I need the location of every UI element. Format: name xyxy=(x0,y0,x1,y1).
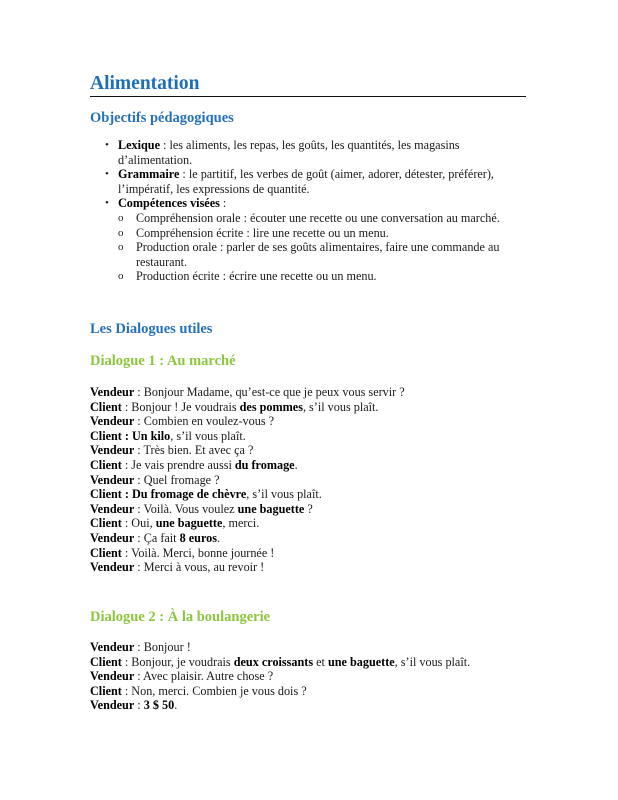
line-text: ? xyxy=(304,501,313,516)
dialogue-2-body xyxy=(90,640,530,713)
line-text: , merci. xyxy=(222,516,260,531)
speaker-label: Client xyxy=(90,399,122,414)
speaker-label: Vendeur xyxy=(90,698,135,713)
dialogue-line xyxy=(90,414,530,429)
line-text: : Ça fait xyxy=(134,530,180,545)
sub-bullet-icon: o xyxy=(118,270,124,283)
objective-item-competences xyxy=(90,196,526,284)
emphasized-text: une baguette xyxy=(237,501,305,516)
emphasized-text: Un kilo xyxy=(131,428,171,443)
bullet-icon: • xyxy=(105,168,109,181)
competence-item xyxy=(90,240,526,269)
speaker-label: Client xyxy=(90,654,122,669)
dialogue-line xyxy=(90,400,530,415)
competence-item xyxy=(90,226,526,241)
emphasized-text: : xyxy=(121,428,132,443)
dialogue-line xyxy=(90,473,530,488)
speaker-label: Vendeur xyxy=(90,669,135,684)
speaker-label: Vendeur xyxy=(90,414,135,429)
speaker-label: Vendeur xyxy=(90,530,135,545)
speaker-label: Vendeur xyxy=(90,472,135,487)
competence-item xyxy=(90,211,526,226)
speaker-label: Client xyxy=(90,428,122,443)
speaker-label: Vendeur xyxy=(90,385,135,399)
objective-label: Lexique xyxy=(118,138,160,152)
line-text: : Bonjour, je voudrais xyxy=(121,654,234,669)
sub-bullet-icon: o xyxy=(118,241,124,254)
dialogue-line xyxy=(90,531,530,546)
competence-text: Production écrite : écrire une recette ou un menu. xyxy=(136,269,377,284)
speaker-label: Client xyxy=(90,457,122,472)
speaker-label: Client xyxy=(90,683,122,698)
line-text: , s’il vous plaît. xyxy=(394,654,471,669)
emphasized-text: 8 euros xyxy=(179,530,217,545)
objective-item-lexique xyxy=(90,138,526,167)
line-text: : Voilà. Merci, bonne journée ! xyxy=(121,545,275,560)
emphasized-text: Du fromage de chèvre xyxy=(131,487,247,502)
line-text: : Très bien. Et avec ça ? xyxy=(134,443,254,458)
line-text: : Bonjour ! Je voudrais xyxy=(121,399,240,414)
speaker-label: Client xyxy=(90,545,122,560)
document-title: Alimentation xyxy=(90,73,526,97)
dialogues-heading: Les Dialogues utiles xyxy=(90,321,213,337)
line-text: : Oui, xyxy=(121,516,156,531)
line-text: , s’il vous plaît. xyxy=(302,399,379,414)
line-text: : Merci à vous, au revoir ! xyxy=(134,560,265,575)
speaker-label: Vendeur xyxy=(90,560,135,575)
speaker-label: Vendeur xyxy=(90,501,135,516)
objective-text: : le partitif, les verbes de goût (aimer, adorer, détester, préférer), l’impératif, les expressions de quantité. xyxy=(118,167,494,196)
dialogue-line xyxy=(90,698,530,713)
dialogue-line xyxy=(90,546,530,561)
speaker-label: Client xyxy=(90,516,122,531)
objective-text: : les aliments, les repas, les goûts, les quantités, les magasins d’alimentation. xyxy=(118,138,460,167)
line-text: . xyxy=(216,530,221,545)
line-text: : Bonjour Madame, qu’est-ce que je peux vous servir ? xyxy=(134,385,405,399)
objective-label: Grammaire xyxy=(118,167,180,182)
competences-sublist xyxy=(90,211,526,284)
dialogue-line xyxy=(90,443,530,458)
competence-text: Compréhension orale : écouter une recette ou une conversation au marché. xyxy=(136,210,500,225)
competence-item xyxy=(90,269,526,284)
emphasized-text: une baguette xyxy=(155,516,223,531)
sub-bullet-icon: o xyxy=(118,226,124,239)
dialogue-2-title: Dialogue 2 : À la boulangerie xyxy=(90,609,271,625)
speaker-label: Vendeur xyxy=(90,640,135,654)
bullet-icon: • xyxy=(105,197,109,210)
competence-text: Production orale : parler de ses goûts alimentaires, faire une commande au restaurant. xyxy=(136,240,500,269)
bullet-icon: • xyxy=(105,139,109,151)
dialogue-line xyxy=(90,560,530,575)
speaker-label: Vendeur xyxy=(90,443,135,458)
dialogue-line xyxy=(90,487,530,502)
dialogue-line xyxy=(90,684,530,699)
dialogue-line xyxy=(90,516,530,531)
dialogue-1-title: Dialogue 1 : Au marché xyxy=(90,353,236,369)
dialogue-line xyxy=(90,458,530,473)
line-text: : Quel fromage ? xyxy=(134,472,220,487)
line-text: : Avec plaisir. Autre chose ? xyxy=(134,669,274,684)
competence-text: Compréhension écrite : lire une recette ou un menu. xyxy=(136,225,389,240)
line-text: : Combien en voulez-vous ? xyxy=(134,414,275,429)
emphasized-text: deux croissants xyxy=(233,654,314,669)
objective-label: Compétences visées xyxy=(118,196,220,211)
emphasized-text: du fromage xyxy=(234,457,295,472)
dialogue-line xyxy=(90,429,530,444)
dialogue-line xyxy=(90,655,530,670)
line-text: : Voilà. Vous voulez xyxy=(134,501,238,516)
dialogue-line xyxy=(90,640,530,655)
line-text: : Je vais prendre aussi xyxy=(121,457,235,472)
objectives-heading: Objectifs pédagogiques xyxy=(90,110,234,126)
emphasized-text: : xyxy=(121,487,132,502)
dialogue-line xyxy=(90,669,530,684)
line-text: et xyxy=(313,654,328,669)
line-text: . xyxy=(294,457,298,472)
objective-item-grammaire xyxy=(90,167,526,196)
line-text: , s’il vous plaît. xyxy=(246,487,322,502)
dialogue-1-body xyxy=(90,385,530,575)
objectives-list xyxy=(90,138,526,284)
dialogue-line xyxy=(90,502,530,517)
emphasized-text: 3 $ 50 xyxy=(143,698,175,713)
line-text: , s’il vous plaît. xyxy=(170,428,246,443)
speaker-label: Client xyxy=(90,487,122,502)
sub-bullet-icon: o xyxy=(118,211,124,224)
line-text: : Non, merci. Combien je vous dois ? xyxy=(121,683,307,698)
objective-text: : xyxy=(219,196,227,211)
emphasized-text: une baguette xyxy=(327,654,395,669)
emphasized-text: des pommes xyxy=(239,399,303,414)
line-text: : xyxy=(134,698,144,713)
dialogue-line xyxy=(90,385,530,400)
line-text: . xyxy=(174,698,178,713)
line-text: : Bonjour ! xyxy=(134,640,191,654)
